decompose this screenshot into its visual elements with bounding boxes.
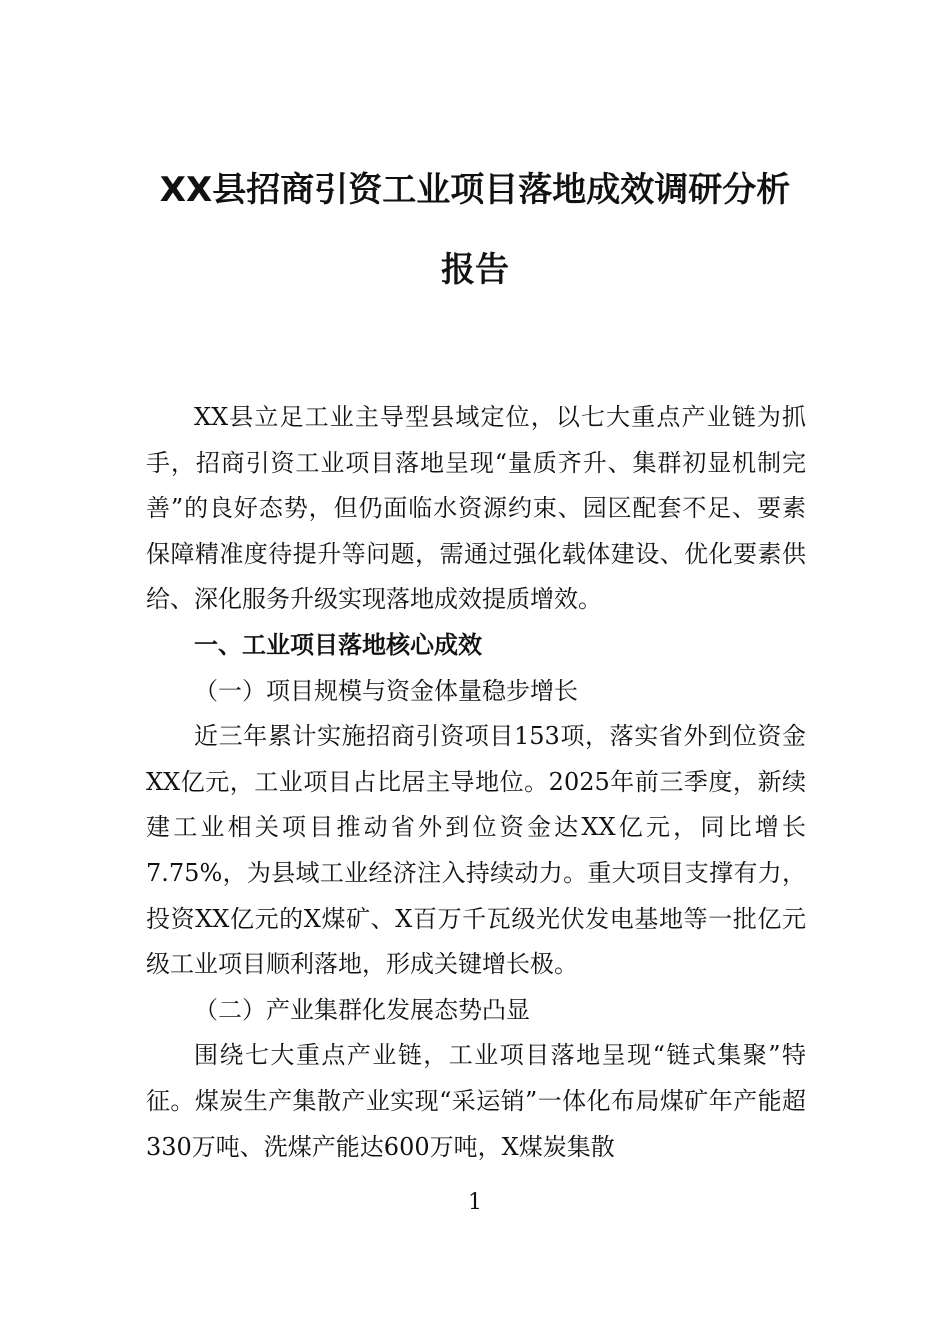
subsection-heading-1: （一）项目规模与资金体量稳步增长 <box>194 676 578 705</box>
subsection-2-paragraph: 围绕七大重点产业链，工业项目落地呈现“链式集聚”特征。煤炭生产集散产业实现“采运销”一体化布局煤矿年产能超330万吨、洗煤产能达600万吨，X煤炭集散 <box>146 1041 806 1161</box>
document-title <box>120 150 830 310</box>
document-title-line-1: XX县招商引资工业项目落地成效调研分析 <box>159 170 791 210</box>
intro-paragraph: XX县立足工业主导型县域定位，以七大重点产业链为抓手，招商引资工业项目落地呈现“量质齐升、集群初显机制完善”的良好态势，但仍面临水资源约束、园区配套不足、要素保障精准度待提升等问题，需通过强化载体建设、优化要素供给、深化服务升级实现落地成效提质增效。 <box>146 403 806 614</box>
subsection-1-paragraph: 近三年累计实施招商引资项目153项，落实省外到位资金XX亿元，工业项目占比居主导地位。2025年前三季度，新续建工业相关项目推动省外到位资金达XX亿元，同比增长7.75%，为县域工业经济注入持续动力。重大项目支撑有力，投资XX亿元的X煤矿、X百万千瓦级光伏发电基地等一批亿元级工业项目顺利落地，形成关键增长极。 <box>146 722 806 979</box>
document-title-line-2: 报告 <box>441 250 509 290</box>
page-number: 1 <box>468 1190 482 1215</box>
section-heading-1: 一、工业项目落地核心成效 <box>194 630 482 659</box>
subsection-heading-2: （二）产业集群化发展态势凸显 <box>194 995 530 1024</box>
document-body <box>146 395 806 1170</box>
